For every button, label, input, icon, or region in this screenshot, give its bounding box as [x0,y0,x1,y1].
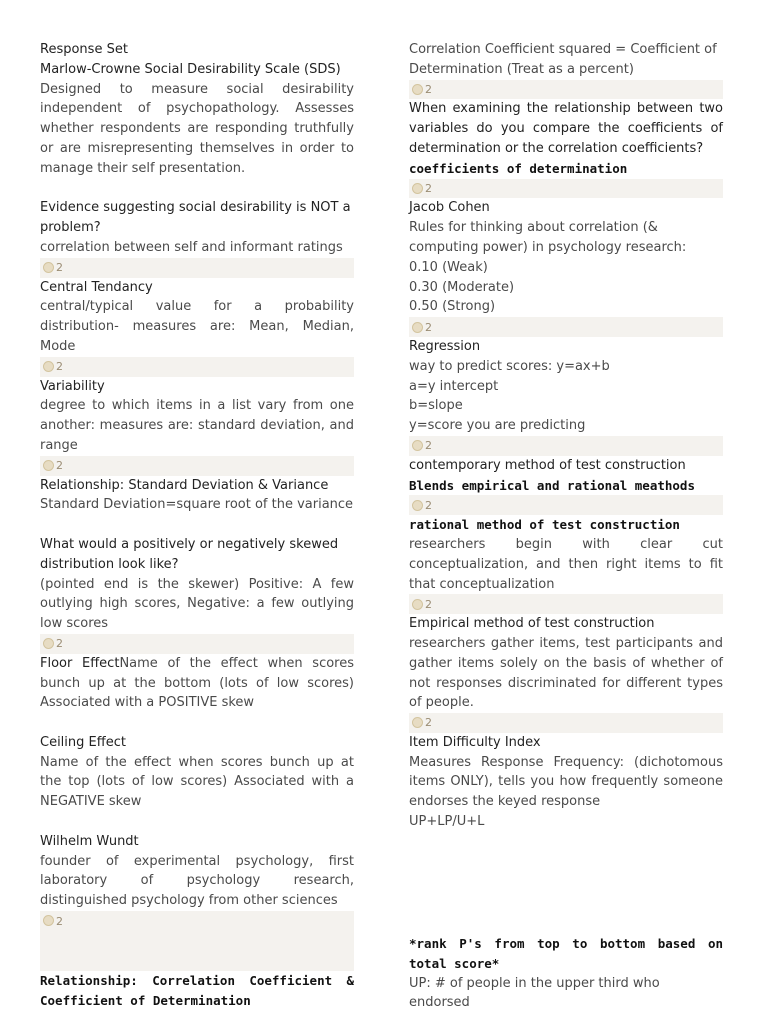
card-term: contemporary method of test construction [409,457,686,473]
vote-count: 2 [425,181,432,195]
card-definition: degree to which items in a list vary from one another: measures are: standard deviation, and range [40,398,354,453]
card-definition: Measures Response Frequency: (dichotomous items ONLY), tells you how frequently someone endorses the keyed response [409,754,723,810]
card-definition: researchers gather items, test participants and gather items solely on the basis of whether of not responses discriminated for different types of people. [409,635,723,711]
star-icon [43,638,54,649]
card-term: Central Tendancy [40,279,153,295]
vote-strip[interactable] [409,179,723,199]
star-icon [412,500,423,511]
card-term: What would a positively or negatively skewed distribution look like? [40,536,339,572]
card-term: Wilhelm Wundt [40,833,139,849]
star-icon [412,440,423,451]
card-definition: coefficients of determination [409,160,628,176]
star-icon [43,915,54,926]
star-icon [412,322,423,333]
vote-strip[interactable] [40,258,354,278]
star-icon [412,599,423,610]
card-term: Jacob Cohen [409,200,490,216]
vote-strip[interactable] [40,634,354,654]
card-definition: Name of the effect when scores bunch up at the top (lots of low scores) Associated with a NEGATIVE skew [40,754,354,810]
card-term: Relationship: Standard Deviation & Variance [40,477,329,493]
card-term: Empirical method of test construction [409,616,655,632]
star-icon [43,460,54,471]
card-term: Response Set [40,42,128,57]
card-definition: founder of experimental psychology, first laboratory of psychology research, distinguished psychology from other sciences [40,853,354,909]
vote-strip[interactable] [409,436,723,456]
card-term: Evidence suggesting social desirability is NOT a problem? [40,200,351,236]
card-term-blurred: *rank P's from top to bottom based on total score* [409,936,723,971]
vote-count: 2 [56,360,63,374]
vote-strip[interactable] [409,594,723,614]
card-term: Marlow-Crowne Social Desirability Scale (SDS) [40,61,341,77]
vote-strip[interactable] [409,317,723,337]
star-icon [412,84,423,95]
card-definition: Blends empirical and rational meathods [409,477,695,493]
card-term: Floor Effect [40,655,120,671]
card-definition: (pointed end is the skewer) Positive: A few outlying high scores, Negative: a few outlying low scores [40,576,354,632]
vote-strip[interactable] [40,357,354,377]
card-definition: y=score you are predicting [409,418,586,434]
card-definition: way to predict scores: y=ax+b [409,358,610,374]
card-definition: UP+LP/U+L [409,814,485,830]
left-column [40,40,354,1011]
card-term: rational method of test construction [409,517,680,533]
card-definition: 0.50 (Strong) [409,299,496,315]
card-definition: 0.30 (Moderate) [409,279,515,295]
card-term: Ceiling Effect [40,734,126,750]
vote-count: 2 [425,597,432,611]
card-definition: Designed to measure social desirability independent of psychopathology. Assesses whether respondents are responding truthfully or are misrepresenting themselves in order to manage their self presentation. [40,81,354,176]
vote-count: 2 [56,637,63,651]
vote-count: 2 [425,439,432,453]
vote-strip[interactable] [40,911,354,971]
star-icon [412,183,423,194]
card-term-blurred: Relationship: Correlation Coefficient & Coefficient of Determination [40,973,354,1008]
card-term: When examining the relationship between two variables do you compare the coefficients of determination or the correlation coefficients? [409,101,723,156]
card-definition: a=y intercept [409,378,499,394]
card-definition: b=slope [409,398,463,414]
vote-count: 2 [425,320,432,334]
right-column [409,40,723,832]
vote-count: 2 [425,716,432,730]
vote-strip[interactable] [409,495,723,515]
blurred-next-card [409,934,723,1013]
card-definition: Rules for thinking about correlation (& computing power) in psychology research: [409,220,687,255]
card-floor-effect [40,654,354,713]
vote-strip[interactable] [409,80,723,100]
vote-count: 2 [56,261,63,275]
card-definition: Correlation Coefficient squared = Coefficient of Determination (Treat as a percent) [409,42,717,77]
card-definition: central/typical value for a probability distribution- measures are: Mean, Median, Mode [40,299,354,354]
vote-count: 2 [56,915,63,929]
vote-count: 2 [425,82,432,96]
card-definition: correlation between self and informant ratings [40,239,343,255]
card-definition: Name of the effect when scores bunch up at the bottom (lots of low scores) Associated with a POSITIVE skew [40,655,355,711]
card-definition: researchers begin with clear cut conceptualization, and then right items to fit that conceptualization [409,536,723,592]
card-definition: Standard Deviation=square root of the variance [40,497,354,513]
vote-strip[interactable] [409,713,723,733]
star-icon [412,717,423,728]
star-icon [43,262,54,273]
card-definition: 0.10 (Weak) [409,259,488,275]
card-term: Item Difficulty Index [409,734,541,750]
vote-count: 2 [56,459,63,473]
card-definition-blurred: UP: # of people in the upper third who endorsed [409,975,660,1011]
vote-strip[interactable] [40,456,354,476]
card-term: Variability [40,378,105,394]
vote-count: 2 [425,498,432,512]
star-icon [43,361,54,372]
card-term: Regression [409,338,481,354]
